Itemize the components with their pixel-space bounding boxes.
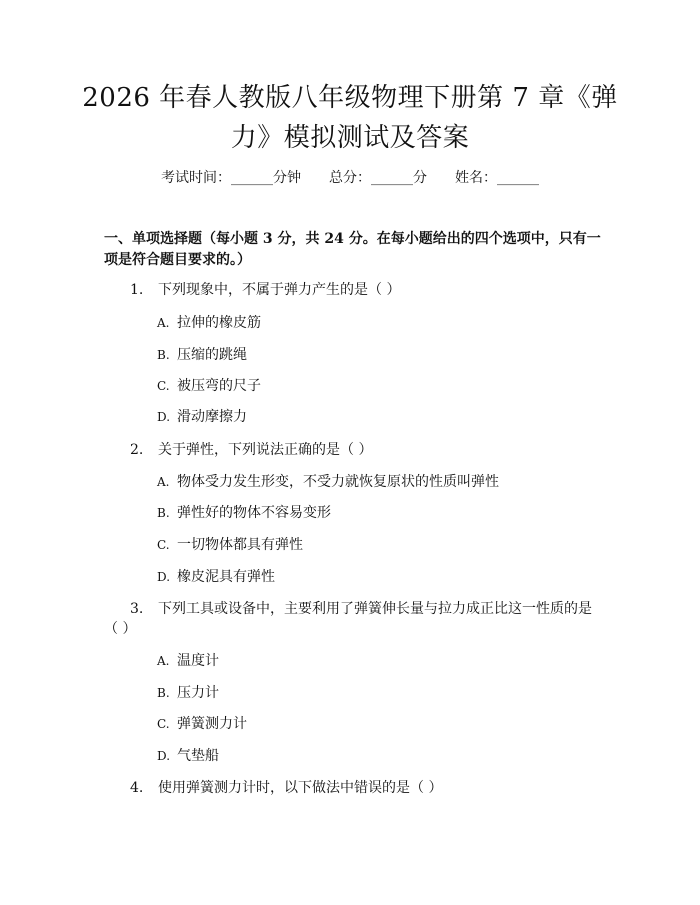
question-number: 4.: [130, 780, 144, 796]
option-2b: [157, 503, 331, 523]
option-letter: A.: [157, 475, 170, 489]
exam-time: 考试时间：______分钟: [161, 170, 301, 186]
option-1a: [157, 313, 261, 333]
question-number: 2.: [130, 442, 144, 458]
question-number: 3.: [130, 601, 144, 617]
option-1c: [157, 376, 261, 396]
option-letter: C.: [157, 717, 170, 731]
exam-info: [0, 168, 700, 188]
option-text: 被压弯的尺子: [177, 378, 261, 394]
option-3c: [157, 714, 247, 734]
page-title: [80, 78, 620, 158]
title-line-2: 力》模拟测试及答案: [230, 123, 470, 153]
title-line-1: 2026 年春人教版八年级物理下册第 7 章《弹: [82, 83, 618, 113]
option-text: 压缩的跳绳: [177, 347, 247, 363]
option-letter: B.: [157, 506, 170, 520]
option-text: 压力计: [177, 685, 219, 701]
option-letter: D.: [157, 749, 171, 763]
option-3b: [157, 683, 219, 703]
option-text: 气垫船: [177, 748, 219, 764]
option-text: 弹簧测力计: [177, 716, 247, 732]
option-text: 物体受力发生形变，不受力就恢复原状的性质叫弹性: [177, 474, 499, 490]
question-3-continuation: [104, 619, 136, 640]
option-text: 拉伸的橡皮筋: [177, 315, 261, 331]
option-2a: [157, 472, 499, 492]
question-text: 下列现象中，不属于弹力产生的是（ ）: [158, 282, 401, 298]
question-text: 关于弹性，下列说法正确的是（ ）: [158, 442, 373, 458]
option-text: 一切物体都具有弹性: [177, 537, 303, 553]
option-2d: [157, 567, 275, 587]
option-3d: [157, 746, 219, 766]
option-text: 温度计: [177, 653, 219, 669]
option-letter: B.: [157, 348, 170, 362]
option-letter: B.: [157, 686, 170, 700]
option-3a: [157, 651, 219, 671]
option-letter: C.: [157, 379, 170, 393]
option-letter: D.: [157, 570, 171, 584]
section-heading: 一、单项选择题（每小题 3 分，共 24 分。在每小题给出的四个选项中，只有一项是符合题目要求的。）: [104, 231, 601, 268]
option-letter: D.: [157, 410, 171, 424]
option-letter: C.: [157, 538, 170, 552]
option-1b: [157, 345, 247, 365]
question-text-line-2: （ ）: [104, 621, 137, 637]
option-text: 橡皮泥具有弹性: [177, 569, 275, 585]
option-text: 弹性好的物体不容易变形: [177, 505, 331, 521]
student-name: 姓名：______: [455, 170, 539, 186]
option-letter: A.: [157, 654, 170, 668]
option-1d: [157, 407, 247, 427]
option-letter: A.: [157, 316, 170, 330]
total-score: 总分：______分: [329, 170, 427, 186]
question-text-line-1: 下列工具或设备中，主要利用了弹簧伸长量与拉力成正比这一性质的是: [158, 601, 592, 617]
option-2c: [157, 535, 303, 555]
question-number: 1.: [130, 282, 144, 298]
question-text: 使用弹簧测力计时，以下做法中错误的是（ ）: [158, 780, 443, 796]
option-text: 滑动摩擦力: [177, 409, 247, 425]
